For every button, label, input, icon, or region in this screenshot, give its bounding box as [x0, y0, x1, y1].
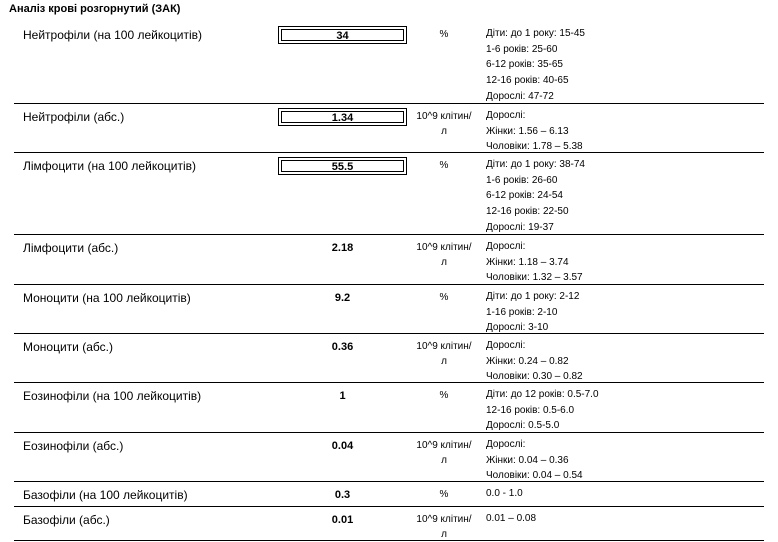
reference-line: Дорослі: 3-10: [486, 322, 549, 334]
reference-line: 0.01 – 0.08: [486, 513, 537, 524]
table-row: [14, 104, 764, 153]
test-unit: %: [439, 29, 449, 40]
test-unit: 10^9 клітин/л: [416, 242, 472, 268]
test-unit: %: [439, 390, 449, 401]
test-unit: 10^9 клітин/л: [416, 341, 472, 367]
test-value: 1: [339, 390, 346, 402]
table-row: [14, 433, 764, 482]
reference-line: 6-12 років: 24-54: [486, 190, 563, 202]
test-value: 0.01: [331, 514, 354, 526]
test-name: Моноцити (на 100 лейкоцитів): [23, 291, 191, 305]
test-value: 2.18: [331, 242, 354, 254]
test-value: 9.2: [334, 292, 351, 304]
reference-line: 6-12 років: 35-65: [486, 59, 563, 71]
reference-range: [486, 108, 583, 155]
test-name: Моноцити (абс.): [23, 340, 113, 354]
reference-range: [486, 289, 579, 336]
table-row: [14, 507, 764, 541]
table-row: [14, 482, 764, 507]
reference-line: 1-16 років: 2-10: [486, 306, 558, 318]
test-unit: 10^9 клітин/л: [416, 514, 472, 540]
reference-line: Дорослі:: [486, 439, 526, 450]
test-unit: 10^9 клітин/л: [416, 440, 472, 466]
reference-line: Жінки: 0.04 – 0.36: [486, 454, 569, 466]
reference-line: Чоловіки: 0.04 – 0.54: [486, 470, 583, 482]
test-name: Лімфоцити (на 100 лейкоцитів): [23, 159, 196, 173]
test-unit: %: [439, 292, 449, 303]
reference-range: [486, 486, 523, 502]
reference-line: 12-16 років: 40-65: [486, 75, 569, 87]
table-row: [14, 235, 764, 285]
test-value: 0.3: [334, 489, 351, 501]
reference-line: 12-16 років: 22-50: [486, 206, 569, 218]
reference-line: Дорослі:: [486, 110, 526, 121]
reference-range: [486, 157, 585, 236]
test-value: 34: [278, 26, 407, 44]
test-unit: %: [439, 160, 449, 171]
reference-line: 1-6 років: 25-60: [486, 43, 558, 55]
reference-range: [486, 239, 583, 286]
reference-line: 0.0 - 1.0: [486, 488, 523, 499]
reference-line: Жінки: 1.56 – 6.13: [486, 125, 569, 137]
results-table: [14, 22, 764, 541]
test-unit: %: [439, 489, 449, 500]
test-value: 0.04: [331, 440, 354, 452]
table-row: [14, 383, 764, 433]
reference-line: Дорослі:: [486, 241, 526, 252]
reference-line: 12-16 років: 0.5-6.0: [486, 404, 575, 416]
reference-line: 1-6 років: 26-60: [486, 174, 558, 186]
reference-line: Діти: до 1 року: 15-45: [486, 28, 585, 39]
reference-line: Чоловіки: 1.78 – 5.38: [486, 141, 583, 153]
reference-line: Дорослі:: [486, 340, 526, 351]
table-row: [14, 153, 764, 235]
test-value: 0.36: [331, 341, 354, 353]
reference-line: Діти: до 12 років: 0.5-7.0: [486, 389, 599, 400]
test-name: Нейтрофіли (абс.): [23, 110, 125, 124]
test-name: Нейтрофіли (на 100 лейкоцитів): [23, 28, 202, 42]
table-row: [14, 334, 764, 383]
test-name: Лімфоцити (абс.): [23, 241, 119, 255]
test-name: Еозинофіли (на 100 лейкоцитів): [23, 389, 202, 403]
test-value: 55.5: [278, 157, 407, 175]
reference-line: Дорослі: 47-72: [486, 90, 554, 102]
reference-line: Жінки: 0.24 – 0.82: [486, 355, 569, 367]
reference-line: Діти: до 1 року: 38-74: [486, 159, 585, 170]
test-name: Еозинофіли (абс.): [23, 439, 124, 453]
report-title: Аналіз крові розгорнутий (ЗАК): [9, 3, 181, 15]
reference-line: Чоловіки: 0.30 – 0.82: [486, 371, 583, 383]
reference-range: [486, 387, 599, 434]
reference-range: [486, 338, 583, 385]
reference-range: [486, 26, 585, 105]
test-unit: 10^9 клітин/л: [416, 111, 472, 137]
reference-line: Діти: до 1 року: 2-12: [486, 291, 580, 302]
test-name: Базофіли (абс.): [23, 513, 110, 527]
reference-line: Жінки: 1.18 – 3.74: [486, 256, 569, 268]
reference-line: Чоловіки: 1.32 – 3.57: [486, 272, 583, 284]
reference-line: Дорослі: 0.5-5.0: [486, 420, 560, 432]
test-name: Базофіли (на 100 лейкоцитів): [23, 488, 188, 502]
table-row: [14, 22, 764, 104]
reference-line: Дорослі: 19-37: [486, 221, 554, 233]
reference-range: [486, 437, 583, 484]
reference-range: [486, 511, 536, 527]
table-row: [14, 285, 764, 334]
test-value: 1.34: [278, 108, 407, 126]
